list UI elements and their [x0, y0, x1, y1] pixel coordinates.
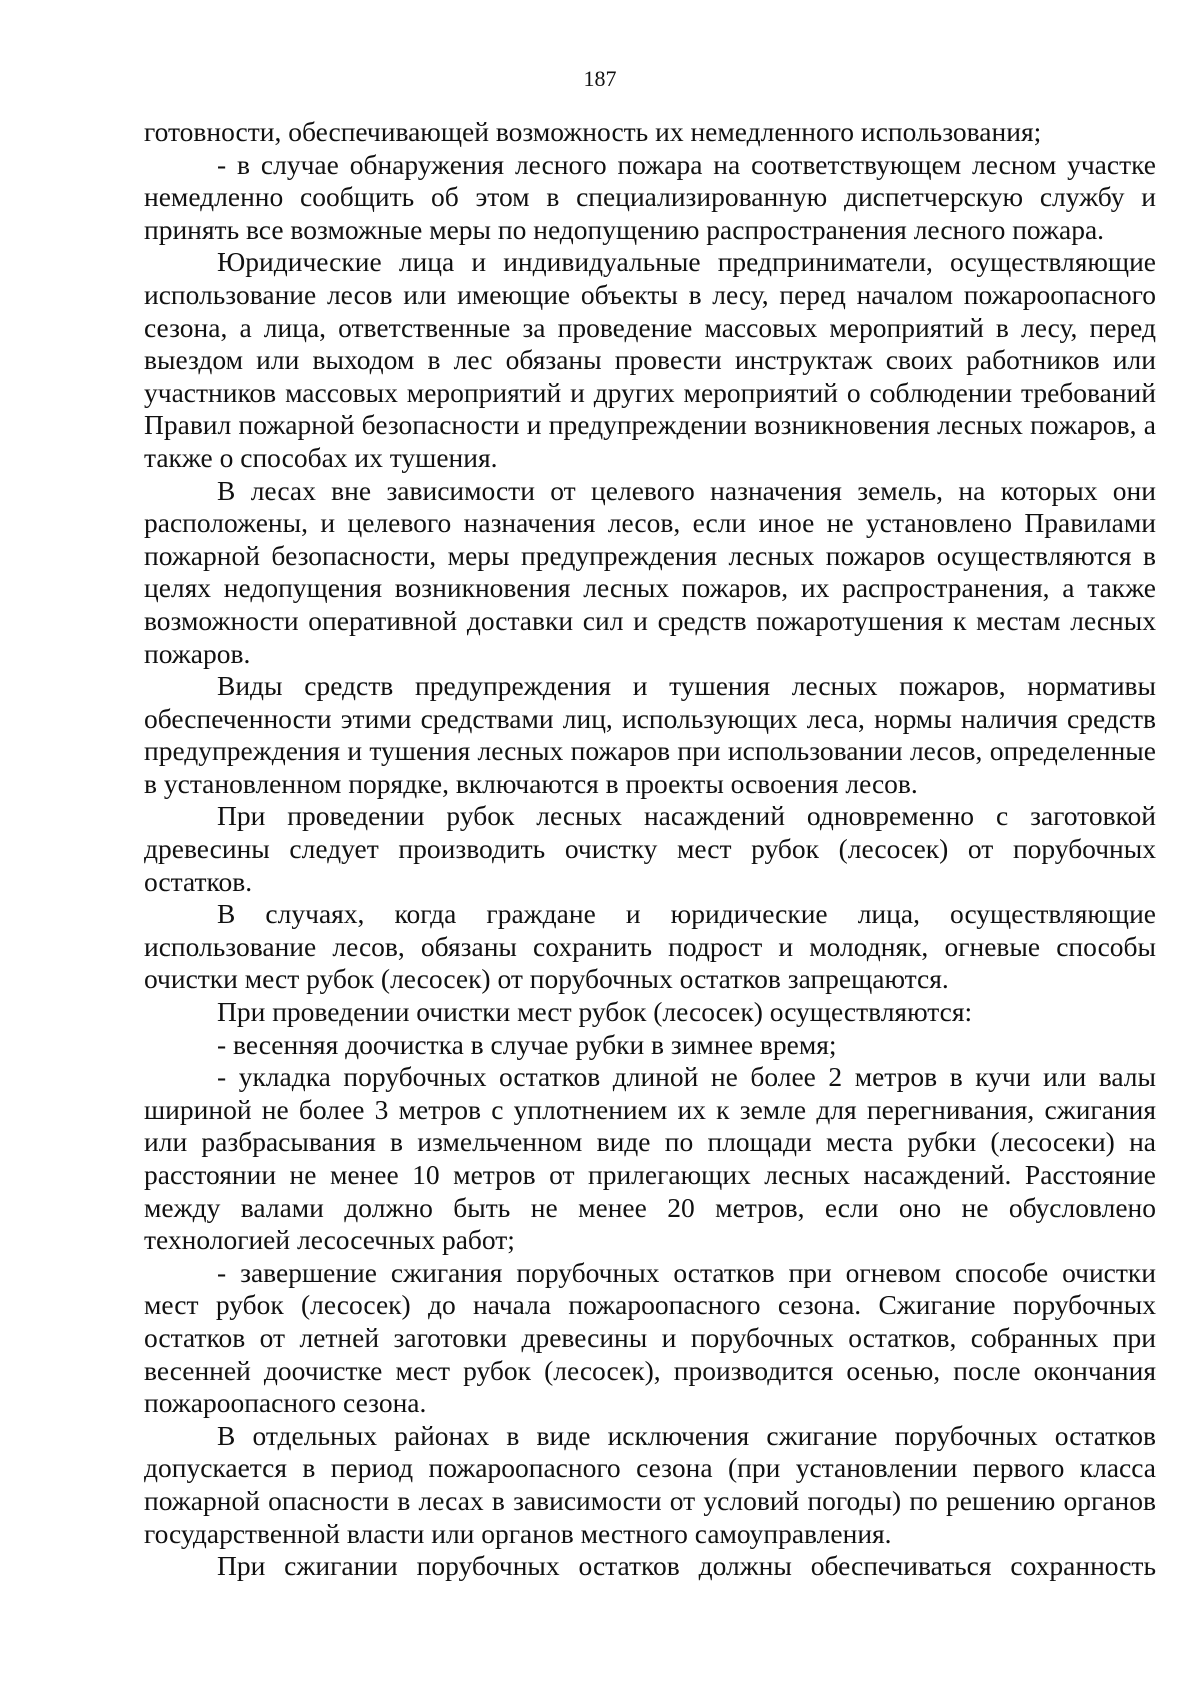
paragraph-logging-cleanup: При проведении рубок лесных насаждений одновременно с заготовкой древесины следует производить очистку мест рубок (лесосек) от порубочных остатков. [144, 800, 1156, 897]
list-item-burning-completion: - завершение сжигания порубочных остатков при огневом способе очистки мест рубок (лесосек) до начала пожароопасного сезона. Сжигание порубочных остатков от летней заготовки древесины и порубочных остатков, собранных при весенней доочистке мест рубок (лесосек), производится осенью, после окончания пожароопасного сезона. [144, 1256, 1156, 1419]
paragraph-burning-exception: В отдельных районах в виде исключения сжигание порубочных остатков допускается в период пожароопасного сезона (при установлении первого класса пожарной опасности в лесах в зависимости от условий погоды) по решению органов государственной власти или органов местного самоуправления. [144, 1419, 1156, 1549]
list-item-report-fire: - в случае обнаружения лесного пожара на соответствующем лесном участке немедленно сообщить об этом в специализированную диспетчерскую службу и принять все возможные меры по недопущению распространения лесного пожара. [144, 148, 1156, 245]
list-item-spring-cleanup: - весенняя доочистка в случае рубки в зимнее время; [217, 1028, 837, 1060]
paragraph-legal-entities: Юридические лица и индивидуальные предприниматели, осуществляющие использование лесов или имеющие объекты в лесу, перед началом пожароопасного сезона, а лица, ответственные за проведение массовых мероприятий в лесу, перед выездом или выходом в лес обязаны провести инструктаж своих работников или участников массовых мероприятий и других мероприятий о соблюдении требований Правил пожарной безопасности и предупреждении возникновения лесных пожаров, а также о способах их тушения. [144, 246, 1156, 473]
paragraph-forest-fire-prevention: В лесах вне зависимости от целевого назначения земель, на которых они расположены, и целевого назначения лесов, если иное не установлено Правилами пожарной безопасности, меры предупреждения лесных пожаров осуществляются в целях недопущения возникновения лесных пожаров, их распространения, а также возможности оперативной доставки сил и средств пожаротушения к местам лесных пожаров. [144, 474, 1156, 669]
paragraph-fire-methods-prohibited: В случаях, когда граждане и юридические лица, осуществляющие использование лесов, обязаны сохранить подрост и молодняк, огневые способы очистки мест рубок (лесосек) от порубочных остатков запрещаются. [144, 898, 1156, 995]
paragraph-means-types: Виды средств предупреждения и тушения лесных пожаров, нормативы обеспеченности этими средствами лиц, использующих леса, нормы наличия средств предупреждения и тушения лесных пожаров при использовании лесов, определенные в установленном порядке, включаются в проекты освоения лесов. [144, 670, 1156, 799]
paragraph-cleanup-list-intro: При проведении очистки мест рубок (лесосек) осуществляются: [217, 996, 973, 1028]
page-body [144, 116, 1156, 1583]
list-item-residue-stacking: - укладка порубочных остатков длиной не более 2 метров в кучи или валы шириной не более 3 метров с уплотнением их к земле для перегнивания, сжигания или разбрасывания в измельченном виде по площади места рубки (лесосеки) на расстоянии не менее 10 метров от прилегающих лесных насаждений. Расстояние между валами должно быть не менее 20 метров, если оно не обусловлено технологией лесосечных работ; [144, 1061, 1156, 1256]
page-number: 187 [583, 66, 617, 91]
paragraph-continuation: готовности, обеспечивающей возможность их немедленного использования; [144, 116, 1042, 147]
paragraph-burning-safety: При сжигании порубочных остатков должны обеспечиваться сохранность [217, 1550, 1156, 1582]
